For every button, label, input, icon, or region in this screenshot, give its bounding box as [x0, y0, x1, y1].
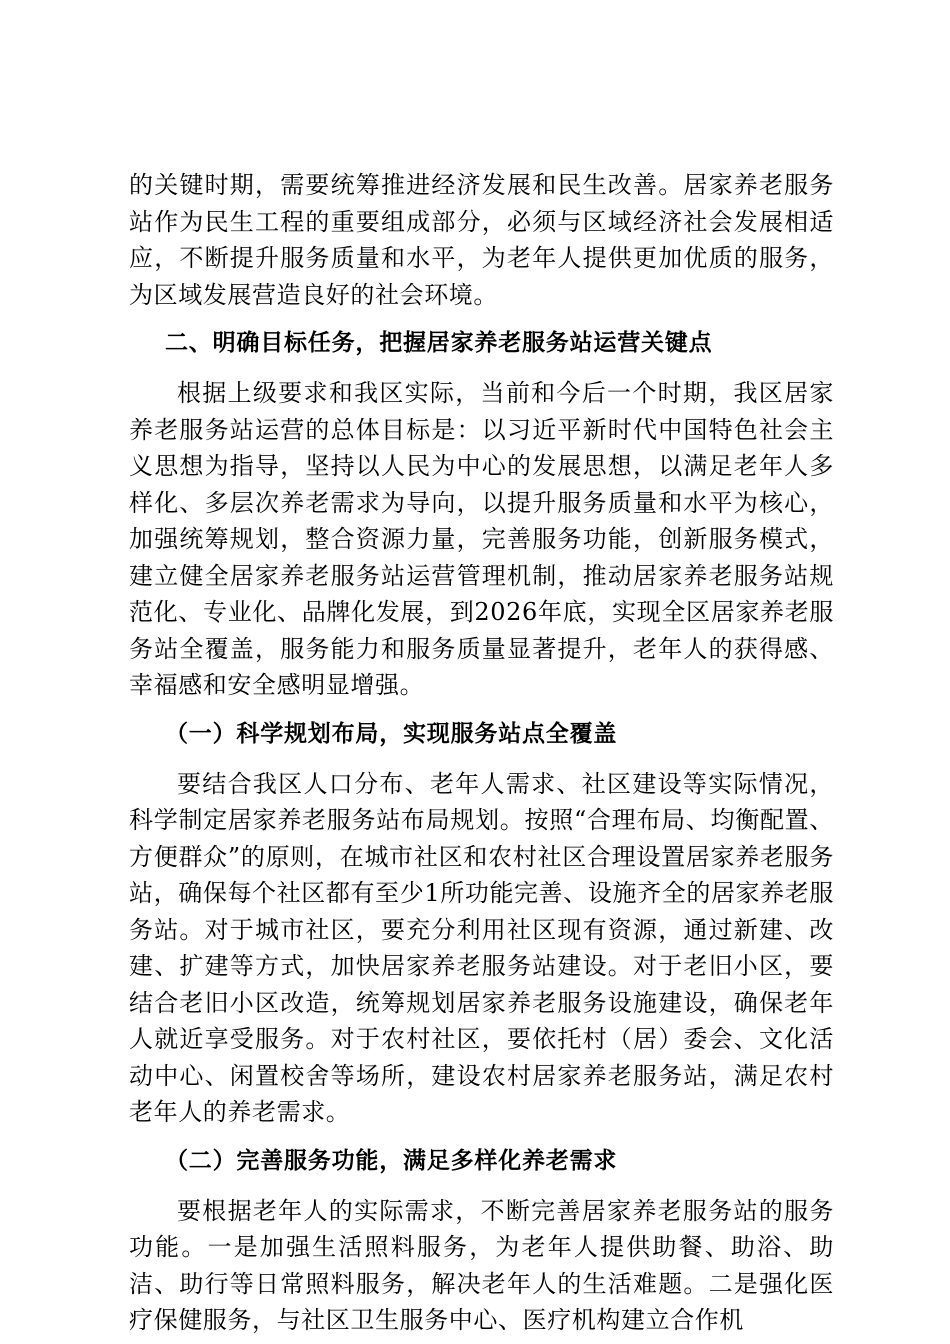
subsection-heading: （一）科学规划布局，实现服务站点全覆盖: [165, 720, 618, 747]
body-paragraph: 的关键时期，需要统筹推进经济发展和民生改善。居家养老服务站作为民生工程的重要组成部分，必须与区域经济社会发展相适应，不断提升服务质量和水平，为老年人提供更加优质的服务，为区域发展营造良好的社会环境。: [129, 171, 834, 309]
section-heading: 二、明确目标任务，把握居家养老服务站运营关键点: [165, 330, 713, 356]
body-paragraph: 要结合我区人口分布、老年人需求、社区建设等实际情况，科学制定居家养老服务站布局规划。按照“合理布局、均衡配置、方便群众”的原则，在城市社区和农村社区合理设置居家养老服务站，确保每个社区都有至少1所功能完善、设施齐全的居家养老服务站。对于城市社区，要充分利用社区现有资源，通过新建、改建、扩建等方式，加快居家养老服务站建设。对于老旧小区，要结合老旧小区改造，统筹规划居家养老服务设施建设，确保老年人就近享受服务。对于农村社区，要依托村（居）委会、文化活动中心、闲置校舍等场所，建设农村居家养老服务站，满足农村老年人的养老需求。: [129, 769, 834, 1126]
document-body: [129, 167, 834, 1339]
spacer: [129, 1179, 834, 1193]
subsection-heading: （二）完善服务功能，满足多样化养老需求: [165, 1147, 618, 1174]
body-paragraph: 要根据老年人的实际需求，不断完善居家养老服务站的服务功能。一是加强生活照料服务，为老年人提供助餐、助浴、助洁、助行等日常照料服务，解决老年人的生活难题。二是强化医疗保健服务，与社区卫生服务中心、医疗机构建立合作机: [129, 1196, 834, 1334]
spacer: [129, 1131, 834, 1143]
spacer: [129, 704, 834, 716]
body-paragraph: 根据上级要求和我区实际，当前和今后一个时期，我区居家养老服务站运营的总体目标是：以习近平新时代中国特色社会主义思想为指导，坚持以人民为中心的发展思想，以满足老年人多样化、多层次养老需求为导向，以提升服务质量和水平为核心，加强统筹规划，整合资源力量，完善服务功能，创新服务模式，建立健全居家养老服务站运营管理机制，推动居家养老服务站规范化、专业化、品牌化发展，到2026年底，实现全区居家养老服务站全覆盖，服务能力和服务质量显著提升，老年人的获得感、幸福感和安全感明显增强。: [129, 379, 834, 699]
spacer: [129, 361, 834, 375]
spacer: [129, 752, 834, 766]
spacer: [129, 313, 834, 325]
